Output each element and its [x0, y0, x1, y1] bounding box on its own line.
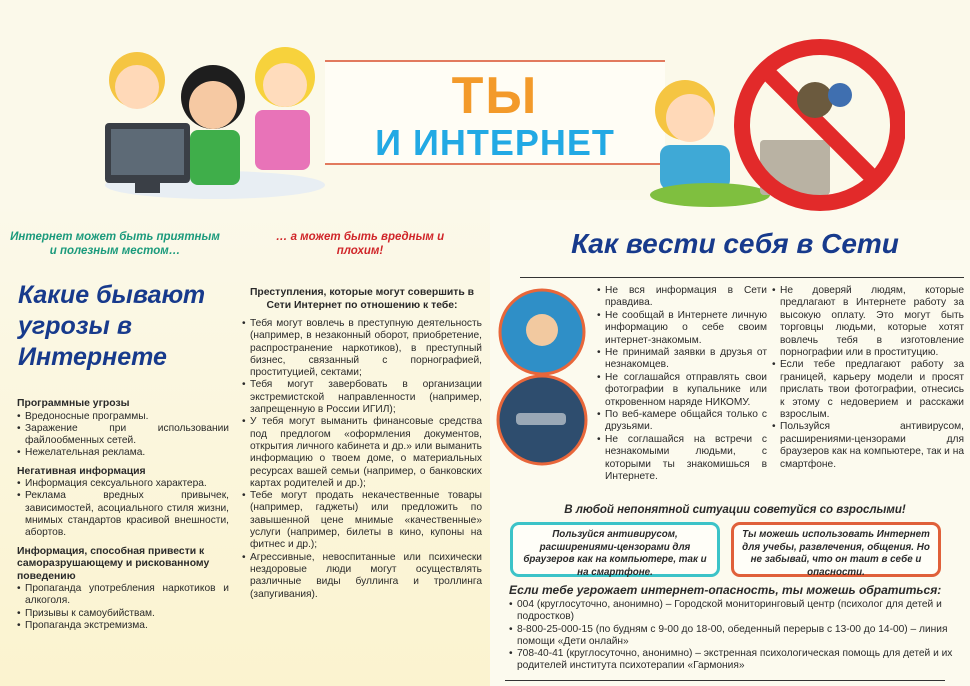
behavior-title: Как вести себя в Сети: [571, 228, 899, 259]
bottom-divider: [505, 680, 945, 681]
title-line1: ТЫ: [451, 67, 539, 125]
threats-sections: [17, 392, 229, 632]
list-item: • Вредоносные программы.: [17, 411, 229, 423]
contact-item: • 8-800-25-000-15 (по будням с 9-00 до 18-00, обеденный перерыв с 13-00 до 14-00) – линия помощи «Дети онлайн»: [509, 624, 954, 649]
advice-text: В любой непонятной ситуации советуйся со взрослыми!: [564, 504, 906, 516]
threats-title: Какие бывают угрозы в Интернете: [18, 281, 206, 371]
list-item: • По веб-камере общайся только с друзьями.: [597, 409, 767, 434]
list-item: • Тебе могут продать некачественные товары (например, гаджеты) или предложить по завышенной цене мнимые «качественные» услуги (например, билеты в кино, купоны на фитнес и др.);: [242, 490, 482, 551]
contact-item: • 004 (круглосуточно, анонимно) – Городской мониторинговый центр (психолог для детей и подростков): [509, 599, 954, 624]
list-item: • У тебя могут выманить финансовые средства под предлогом «оформления документов, открытия личного кабинета и др.» или выманить информацию о твоем доме, о материальных ресурсах вашей семьи (например, о банковских картах родителей и др.);: [242, 416, 482, 490]
contacts-heading: Если тебе угрожает интернет-опасность, ты можешь обратиться:: [509, 583, 942, 597]
list-item: • Не соглашайся отправлять свои фотографии в купальнике или откровенном наряде НИКОМУ.: [597, 372, 767, 409]
section-heading: Программные угрозы: [17, 398, 130, 409]
kids-at-computer-illustration: [95, 35, 330, 205]
antivirus-tip-box: Пользуйся антивирусом, расширениями-цензорами для браузеров как на компьютере, так и на смартфоне.: [510, 522, 720, 577]
online-kids-photos: [496, 288, 588, 470]
internet-use-tip-box: Ты можешь использовать Интернет для учебы, развлечения, общения. Но не забывай, что он таит в себе и опасности.: [731, 522, 941, 577]
list-item: • Агрессивные, невоспитанные или психически нездоровые люди могут осуществлять различные виды буллинга и троллинга (запугивания).: [242, 552, 482, 601]
list-item: • Не сообщай в Интернете личную информацию о себе своим интернет-знакомым.: [597, 310, 767, 347]
contacts-list: [509, 599, 954, 673]
left-subtitle: Интернет может быть приятным и полезным местом…: [10, 231, 220, 257]
contact-item: • 708-40-41 (круглосуточно, анонимно) – экстренная психологическая помощь для детей и их родителей института психотерапии «Гармония»: [509, 648, 954, 673]
section-heading: Информация, способная привести к саморазрушающему и рискованному поведению: [17, 545, 210, 582]
section-heading: Негативная информация: [17, 465, 146, 477]
list-item: • Информация сексуального характера.: [17, 478, 229, 490]
title-line2: И ИНТЕРНЕТ: [375, 122, 615, 163]
crimes-heading: Преступления, которые могут совершить в Сети Интернет по отношению к тебе:: [249, 287, 475, 311]
list-item: • Призывы к самоубийствам.: [17, 608, 229, 620]
list-item: • Заражение при использовании файлообменных сетей.: [17, 423, 229, 448]
list-item: • Пропаганда экстремизма.: [17, 620, 229, 632]
list-item: • Не соглашайся на встречи с незнакомыми людьми, с которыми ты знакомишься в Интернете.: [597, 434, 767, 484]
list-item: • Пользуйся антивирусом, расширениями-цензорами для браузеров как на компьютере, так и на смартфоне.: [772, 421, 964, 471]
list-item: • Тебя могут вовлечь в преступную деятельность (например, в незаконный оборот, приобретение, распространение наркотиков), в преступный бизнес, связанный с порнографией, проституцией, сектами;: [242, 318, 482, 379]
list-item: • Реклама вредных привычек, зависимостей, асоциального стиля жизни, мнимых стандартов красивой внешности, абортов.: [17, 490, 229, 539]
crimes-list: [242, 318, 482, 601]
behavior-list-2: [772, 285, 964, 471]
middle-subtitle: … а может быть вредным и плохим!: [275, 231, 445, 257]
list-item: • Пропаганда употребления наркотиков и алкоголя.: [17, 583, 229, 608]
divider: [520, 277, 964, 278]
list-item: • Не принимай заявки в друзья от незнакомцев.: [597, 347, 767, 372]
no-danger-illustration: [640, 30, 905, 215]
list-item: • Если тебе предлагают работу за границей, карьеру модели и просят прислать твои фотографии, отнесись к этому с недоверием и расскажи взрослым.: [772, 359, 964, 421]
list-item: • Нежелательная реклама.: [17, 447, 229, 459]
list-item: • Не доверяй людям, которые предлагают в Интернете работу за высокую оплату. Это могут быть торговцы людьми, которые хотят вовлечь тебя в изготовление порнографии или в проституцию.: [772, 285, 964, 359]
behavior-list-1: [597, 285, 767, 484]
list-item: • Не вся информация в Сети правдива.: [597, 285, 767, 310]
list-item: • Тебя могут завербовать в организации экстремистской направленности (например, запрещенную в России ИГИЛ);: [242, 379, 482, 416]
